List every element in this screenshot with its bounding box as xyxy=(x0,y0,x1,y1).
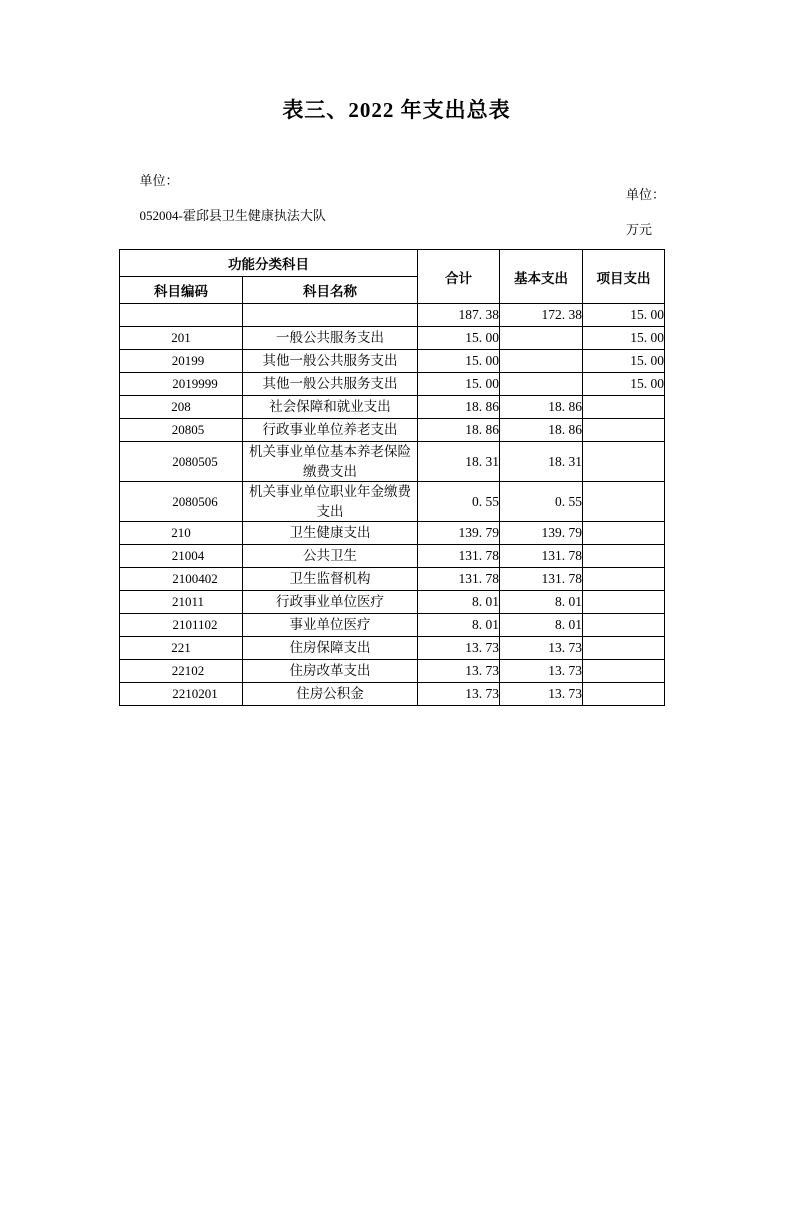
cell-name xyxy=(243,373,418,396)
cell-total: 187. 38 xyxy=(418,304,500,327)
amount-unit-label: 单位： xyxy=(625,187,665,202)
amount-unit-info xyxy=(606,168,665,254)
cell-basic xyxy=(500,350,583,373)
cell-project: 15. 00 xyxy=(583,327,665,350)
cell-code xyxy=(120,614,243,637)
cell-basic: 13. 73 xyxy=(500,683,583,706)
cell-name xyxy=(243,591,418,614)
table-row xyxy=(120,327,665,350)
cell-name xyxy=(243,522,418,545)
table-row xyxy=(120,350,665,373)
amount-unit-value: 万元 xyxy=(625,222,652,237)
cell-basic: 139. 79 xyxy=(500,522,583,545)
cell-code xyxy=(120,545,243,568)
code-text: 2101102 xyxy=(172,617,218,633)
table-row xyxy=(120,660,665,683)
cell-project xyxy=(583,545,665,568)
cell-project xyxy=(583,591,665,614)
cell-name xyxy=(243,304,418,327)
unit-info xyxy=(120,154,326,240)
cell-basic: 18. 86 xyxy=(500,419,583,442)
name-text: 一般公共服务支出 xyxy=(276,330,384,346)
cell-name xyxy=(243,660,418,683)
cell-basic: 8. 01 xyxy=(500,614,583,637)
name-text: 卫生监督机构 xyxy=(289,571,371,587)
unit-label: 单位： xyxy=(139,173,179,188)
cell-basic: 0. 55 xyxy=(500,482,583,522)
cell-project xyxy=(583,396,665,419)
cell-code xyxy=(120,350,243,373)
cell-basic xyxy=(500,327,583,350)
cell-code xyxy=(120,591,243,614)
table-row xyxy=(120,637,665,660)
cell-code xyxy=(120,637,243,660)
cell-total: 13. 73 xyxy=(418,683,500,706)
cell-total: 13. 73 xyxy=(418,660,500,683)
cell-basic: 131. 78 xyxy=(500,545,583,568)
code-text: 21004 xyxy=(171,548,205,564)
meta-row xyxy=(0,154,793,240)
cell-total: 139. 79 xyxy=(418,522,500,545)
cell-project: 15. 00 xyxy=(583,350,665,373)
name-text: 住房改革支出 xyxy=(289,663,371,679)
cell-code xyxy=(120,683,243,706)
cell-basic: 131. 78 xyxy=(500,568,583,591)
cell-code xyxy=(120,568,243,591)
cell-name xyxy=(243,396,418,419)
name-text: 事业单位医疗 xyxy=(289,617,371,633)
column-header-name: 科目名称 xyxy=(243,277,418,304)
cell-name xyxy=(243,419,418,442)
cell-name xyxy=(243,350,418,373)
cell-total: 131. 78 xyxy=(418,545,500,568)
code-text: 20805 xyxy=(171,422,205,437)
cell-project xyxy=(583,614,665,637)
column-header-total: 合计 xyxy=(418,250,500,304)
name-text: 机关事业单位职业年金缴费支出 xyxy=(249,484,411,519)
table-row xyxy=(120,396,665,419)
group-header-functional-category: 功能分类科目 xyxy=(120,250,418,277)
cell-project: 15. 00 xyxy=(583,304,665,327)
cell-name xyxy=(243,568,418,591)
cell-total: 18. 86 xyxy=(418,419,500,442)
name-text: 卫生健康支出 xyxy=(289,525,371,541)
name-text: 其他一般公共服务支出 xyxy=(262,353,398,369)
cell-code xyxy=(120,482,243,522)
name-text: 行政事业单位医疗 xyxy=(276,594,384,610)
cell-project xyxy=(583,568,665,591)
code-text: 22102 xyxy=(171,663,205,679)
table-row xyxy=(120,568,665,591)
name-text: 住房公积金 xyxy=(296,686,364,702)
name-text: 公共卫生 xyxy=(303,548,357,564)
table-row xyxy=(120,683,665,706)
code-text: 208 xyxy=(171,399,191,414)
cell-project xyxy=(583,660,665,683)
cell-basic: 18. 86 xyxy=(500,396,583,419)
table-row xyxy=(120,591,665,614)
cell-code xyxy=(120,522,243,545)
table-row xyxy=(120,614,665,637)
table-row xyxy=(120,419,665,442)
column-header-code: 科目编码 xyxy=(120,277,243,304)
code-text: 2100402 xyxy=(172,571,218,587)
cell-name xyxy=(243,683,418,706)
name-text: 社会保障和就业支出 xyxy=(269,399,391,415)
name-text: 住房保障支出 xyxy=(289,640,371,656)
cell-basic xyxy=(500,373,583,396)
code-text: 20199 xyxy=(171,353,205,368)
table-row xyxy=(120,545,665,568)
cell-name xyxy=(243,482,418,522)
cell-name xyxy=(243,327,418,350)
cell-project xyxy=(583,482,665,522)
code-text: 2080506 xyxy=(172,493,218,509)
cell-project xyxy=(583,637,665,660)
table-row xyxy=(120,442,665,482)
table-row xyxy=(120,373,665,396)
cell-code xyxy=(120,442,243,482)
code-text: 21011 xyxy=(171,594,205,610)
document-page xyxy=(0,94,793,1216)
expenditure-table xyxy=(119,249,665,706)
cell-name xyxy=(243,637,418,660)
cell-total: 8. 01 xyxy=(418,614,500,637)
table-body xyxy=(120,304,665,706)
unit-value: 052004-霍邱县卫生健康执法大队 xyxy=(139,208,326,223)
table-header xyxy=(120,250,665,304)
cell-total: 18. 86 xyxy=(418,396,500,419)
cell-total: 15. 00 xyxy=(418,350,500,373)
cell-name xyxy=(243,614,418,637)
cell-total: 15. 00 xyxy=(418,373,500,396)
column-header-project: 项目支出 xyxy=(583,250,665,304)
cell-name xyxy=(243,442,418,482)
code-text: 2080505 xyxy=(172,453,218,469)
cell-basic: 13. 73 xyxy=(500,660,583,683)
cell-total: 8. 01 xyxy=(418,591,500,614)
table-row xyxy=(120,522,665,545)
column-header-basic: 基本支出 xyxy=(500,250,583,304)
cell-code xyxy=(120,396,243,419)
cell-project xyxy=(583,442,665,482)
code-text: 221 xyxy=(171,640,191,656)
cell-code xyxy=(120,327,243,350)
table-row xyxy=(120,304,665,327)
cell-basic: 18. 31 xyxy=(500,442,583,482)
cell-code xyxy=(120,304,243,327)
cell-basic: 172. 38 xyxy=(500,304,583,327)
cell-code xyxy=(120,373,243,396)
cell-total: 131. 78 xyxy=(418,568,500,591)
cell-project xyxy=(583,683,665,706)
cell-total: 18. 31 xyxy=(418,442,500,482)
table-row xyxy=(120,482,665,522)
name-text: 机关事业单位基本养老保险缴费支出 xyxy=(249,444,411,479)
cell-project xyxy=(583,419,665,442)
code-text: 210 xyxy=(171,525,191,541)
code-text: 2210201 xyxy=(172,686,218,702)
cell-total: 13. 73 xyxy=(418,637,500,660)
name-text: 其他一般公共服务支出 xyxy=(262,376,398,392)
cell-project xyxy=(583,522,665,545)
table-header-row-1 xyxy=(120,250,665,277)
cell-project: 15. 00 xyxy=(583,373,665,396)
cell-code xyxy=(120,419,243,442)
cell-basic: 13. 73 xyxy=(500,637,583,660)
cell-total: 0. 55 xyxy=(418,482,500,522)
page-title: 表三、2022 年支出总表 xyxy=(282,98,511,122)
cell-total: 15. 00 xyxy=(418,327,500,350)
code-text: 201 xyxy=(171,330,191,345)
cell-name xyxy=(243,545,418,568)
cell-basic: 8. 01 xyxy=(500,591,583,614)
code-text: 2019999 xyxy=(172,376,218,391)
cell-code xyxy=(120,660,243,683)
name-text: 行政事业单位养老支出 xyxy=(262,422,398,438)
